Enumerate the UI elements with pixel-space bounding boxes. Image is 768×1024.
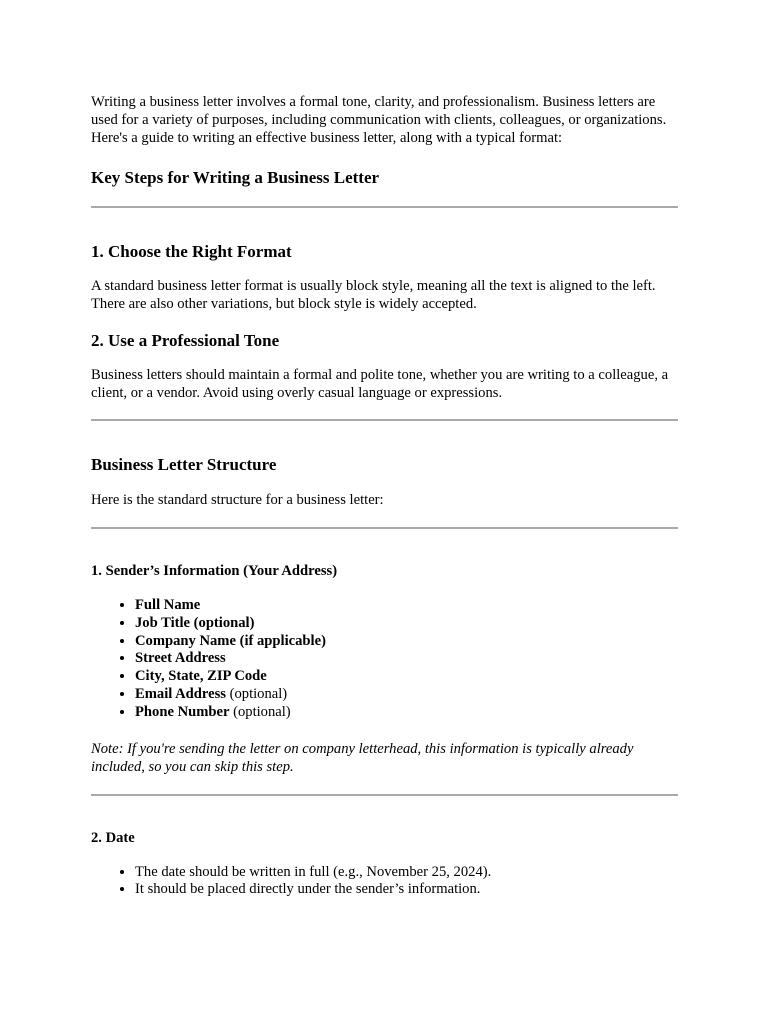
divider — [91, 794, 678, 796]
list-item: • Job Title (optional) — [135, 615, 678, 633]
list-item: • Phone Number (optional) — [135, 704, 678, 722]
document-page — [91, 93, 678, 899]
divider — [91, 527, 678, 529]
sender-info-list — [91, 597, 678, 722]
key-steps-heading: Key Steps for Writing a Business Letter — [91, 168, 380, 187]
structure-heading: Business Letter Structure — [91, 455, 277, 474]
date-heading: 2. Date — [91, 829, 135, 846]
list-item: • City, State, ZIP Code — [135, 668, 678, 686]
divider — [91, 419, 678, 421]
sender-info-heading: 1. Sender’s Information (Your Address) — [91, 563, 338, 579]
list-item: • Email Address (optional) — [135, 686, 678, 704]
divider — [91, 206, 678, 208]
list-item: • Company Name (if applicable) — [135, 633, 678, 651]
list-item: • It should be placed directly under the sender’s information. — [135, 881, 678, 899]
list-item: • Full Name — [135, 597, 678, 615]
letterhead-note: Note: If you're sending the letter on company letterhead, this information is typically already included, so you can skip this step. — [91, 740, 634, 775]
step1-heading: 1. Choose the Right Format — [91, 242, 292, 261]
intro-paragraph: Writing a business letter involves a formal tone, clarity, and professionalism. Business letters are used for a variety of purposes, including communication with clients, colleagues, or organizations. Here's a guide to writing an effective business letter, along with a typical format: — [91, 94, 667, 146]
structure-intro: Here is the standard structure for a business letter: — [91, 492, 384, 508]
list-item: • The date should be written in full (e.g., November 25, 2024). — [135, 864, 678, 882]
list-item: • Street Address — [135, 650, 678, 668]
step2-heading: 2. Use a Professional Tone — [91, 331, 280, 350]
step1-paragraph: A standard business letter format is usually block style, meaning all the text is aligned to the left. There are also other variations, but block style is widely accepted. — [91, 278, 656, 312]
date-list — [91, 864, 678, 900]
step2-paragraph: Business letters should maintain a formal and polite tone, whether you are writing to a colleague, a client, or a vendor. Avoid using overly casual language or expressions. — [91, 367, 669, 401]
